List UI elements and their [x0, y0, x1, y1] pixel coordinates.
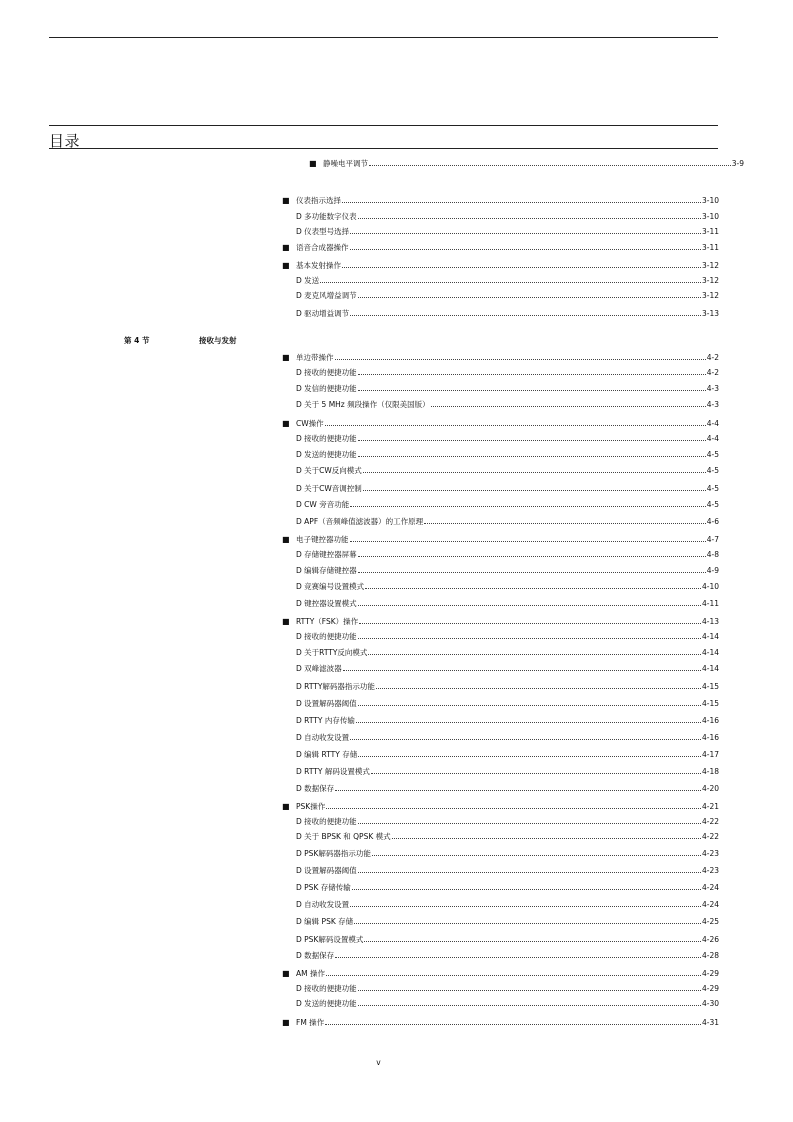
dot-leader: [358, 705, 701, 706]
toc-entry[interactable]: [282, 802, 719, 812]
bullet-square-icon: ■: [309, 159, 317, 168]
toc-entry-page: 4-23: [701, 849, 719, 858]
toc-entry-page: 4-16: [701, 716, 719, 725]
toc-entry[interactable]: [282, 196, 719, 206]
toc-subentry[interactable]: [282, 849, 719, 859]
toc-entry-page: 4-13: [701, 617, 719, 626]
dot-leader: [335, 957, 701, 958]
toc-entry-page: 3-10: [701, 212, 719, 221]
dot-leader: [350, 739, 701, 740]
dot-leader: [350, 506, 706, 507]
toc-entry-page: 4-2: [706, 353, 719, 362]
toc-entry-label: D 设置解码器阈值: [296, 699, 357, 708]
toc-subentry[interactable]: [282, 733, 719, 743]
toc-entry-label: D 数据保存: [296, 784, 335, 793]
toc-entry[interactable]: [282, 261, 719, 271]
toc-entry-page: 4-4: [706, 419, 719, 428]
toc-entry-page: 4-6: [706, 517, 719, 526]
toc-entry-page: 4-9: [706, 566, 719, 575]
toc-subentry[interactable]: [282, 517, 719, 527]
toc-entry-page: 4-18: [701, 767, 719, 776]
dot-leader: [376, 688, 701, 689]
dot-leader: [325, 1024, 701, 1025]
toc-subentry[interactable]: [282, 384, 719, 394]
toc-entry-page: 3-12: [701, 291, 719, 300]
toc-entry-label: D 麦克风增益调节: [296, 291, 357, 300]
toc-subentry[interactable]: [282, 212, 719, 222]
toc-entry-page: 4-5: [706, 450, 719, 459]
toc-subentry[interactable]: [282, 500, 719, 510]
toc-entry-page: 4-15: [701, 699, 719, 708]
toc-entry[interactable]: [282, 969, 719, 979]
toc-entry-page: 4-20: [701, 784, 719, 793]
toc-entry-label: D 关于 5 MHz 频段操作（仅限美国版）: [296, 400, 430, 409]
toc-entry-page: 4-4: [706, 434, 719, 443]
toc-subentry[interactable]: [282, 466, 719, 476]
title-top-rule: [49, 125, 718, 126]
toc-entry-label: D RTTY 解码设置模式: [296, 767, 370, 776]
dot-leader: [358, 218, 701, 219]
dot-leader: [350, 315, 701, 316]
toc-subentry[interactable]: [282, 450, 719, 460]
toc-subentry[interactable]: [282, 400, 719, 410]
toc-entry-page: 4-3: [706, 384, 719, 393]
toc-entry-label: 静噪电平调节: [323, 159, 368, 168]
toc-entry-label: AM 操作: [296, 969, 325, 978]
toc-entry-label: D 驱动增益调节: [296, 309, 350, 318]
toc-entry-page: 4-14: [701, 664, 719, 673]
dot-leader: [326, 975, 701, 976]
toc-entry-page: 3-11: [701, 227, 719, 236]
toc-entry-label: D 接收的便捷功能: [296, 434, 357, 443]
toc-entry-page: 4-31: [701, 1018, 719, 1027]
dot-leader: [320, 282, 701, 283]
toc-entry-page: 3-12: [701, 276, 719, 285]
dot-leader: [358, 638, 701, 639]
dot-leader: [358, 572, 706, 573]
toc-subentry[interactable]: [282, 817, 719, 827]
dot-leader: [358, 990, 701, 991]
toc-entry-label: CW操作: [296, 419, 324, 428]
dot-leader: [363, 472, 706, 473]
dot-leader: [358, 872, 701, 873]
toc-subentry[interactable]: [282, 484, 719, 494]
dot-leader: [363, 490, 706, 491]
page-number: v: [376, 1058, 381, 1067]
toc-entry[interactable]: [309, 159, 744, 169]
toc-subentry[interactable]: [282, 716, 719, 726]
toc-entry-label: D CW 旁音功能: [296, 500, 350, 509]
toc-entry-page: 4-22: [701, 832, 719, 841]
toc-subentry[interactable]: [282, 750, 719, 760]
toc-entry-label: D 数据保存: [296, 951, 335, 960]
toc-entry-page: 4-28: [701, 951, 719, 960]
toc-entry-page: 4-16: [701, 733, 719, 742]
toc-entry-page: 4-5: [706, 500, 719, 509]
bullet-square-icon: ■: [282, 196, 290, 205]
toc-entry-label: D 竞赛编号设置模式: [296, 582, 365, 591]
toc-entry-label: D 仪表型号选择: [296, 227, 350, 236]
toc-entry-label: D 多功能数字仪表: [296, 212, 357, 221]
toc-subentry[interactable]: [282, 566, 719, 576]
dot-leader: [350, 233, 701, 234]
dot-leader: [358, 390, 706, 391]
bullet-square-icon: ■: [282, 617, 290, 626]
toc-subentry[interactable]: [282, 682, 719, 692]
toc-entry-page: 4-14: [701, 632, 719, 641]
toc-entry-label: D 接收的便捷功能: [296, 984, 357, 993]
dot-leader: [358, 823, 701, 824]
toc-subentry[interactable]: [282, 784, 719, 794]
toc-entry[interactable]: [282, 353, 719, 363]
toc-entry-label: 语音合成器操作: [296, 243, 349, 252]
dot-leader: [342, 267, 701, 268]
page-title: 目录: [49, 132, 81, 150]
dot-leader: [325, 425, 706, 426]
dot-leader: [343, 670, 701, 671]
toc-entry[interactable]: [282, 419, 719, 429]
toc-entry-page: 3-12: [701, 261, 719, 270]
toc-subentry[interactable]: [282, 648, 719, 658]
toc-entry-label: D 关于CW音调控制: [296, 484, 362, 493]
toc-entry-label: D 关于 BPSK 和 QPSK 模式: [296, 832, 391, 841]
toc-entry-label: D 关于CW反向模式: [296, 466, 362, 475]
toc-entry-page: 3-9: [731, 159, 744, 168]
dot-leader: [358, 374, 706, 375]
toc-subentry[interactable]: [282, 276, 719, 286]
toc-entry-label: D PSK解码器指示功能: [296, 849, 371, 858]
bullet-square-icon: ■: [282, 261, 290, 270]
toc-entry-page: 3-11: [701, 243, 719, 252]
dot-leader: [358, 297, 701, 298]
section-title: 接收与发射: [199, 336, 237, 345]
toc-entry-label: D RTTY 内存传输: [296, 716, 355, 725]
toc-entry-page: 4-5: [706, 466, 719, 475]
toc-entry-label: D 键控器设置模式: [296, 599, 357, 608]
toc-entry-page: 4-25: [701, 917, 719, 926]
dot-leader: [356, 722, 701, 723]
toc-subentry[interactable]: [282, 434, 719, 444]
toc-subentry[interactable]: [282, 883, 719, 893]
toc-entry-page: 4-24: [701, 883, 719, 892]
toc-entry-label: D 双峰滤波器: [296, 664, 342, 673]
toc-entry-page: 4-3: [706, 400, 719, 409]
bullet-square-icon: ■: [282, 1018, 290, 1027]
toc-subentry[interactable]: [282, 227, 719, 237]
bullet-square-icon: ■: [282, 969, 290, 978]
toc-entry-page: 4-21: [701, 802, 719, 811]
toc-subentry[interactable]: [282, 582, 719, 592]
dot-leader: [431, 406, 706, 407]
toc-subentry[interactable]: [282, 767, 719, 777]
toc-entry-label: RTTY（FSK）操作: [296, 617, 359, 626]
dot-leader: [335, 359, 706, 360]
toc-entry-page: 4-5: [706, 484, 719, 493]
dot-leader: [358, 1005, 701, 1006]
toc-entry-page: 4-26: [701, 935, 719, 944]
toc-entry-page: 4-29: [701, 984, 719, 993]
dot-leader: [350, 249, 701, 250]
toc-entry-label: D 存储键控器屏幕: [296, 550, 357, 559]
bullet-square-icon: ■: [282, 535, 290, 544]
dot-leader: [359, 623, 701, 624]
toc-entry-page: 4-22: [701, 817, 719, 826]
section-number: 第 4 节: [124, 336, 150, 345]
toc-entry-label: D 发送的便捷功能: [296, 450, 357, 459]
toc-entry[interactable]: [282, 617, 719, 627]
toc-subentry[interactable]: [282, 866, 719, 876]
toc-entry-label: D RTTY解码器指示功能: [296, 682, 375, 691]
toc-entry[interactable]: [282, 1018, 719, 1028]
toc-subentry[interactable]: [282, 291, 719, 301]
toc-entry[interactable]: [282, 535, 719, 545]
dot-leader: [350, 906, 701, 907]
toc-entry-label: D 发送的便捷功能: [296, 999, 357, 1008]
toc-subentry[interactable]: [282, 999, 719, 1009]
dot-leader: [424, 523, 706, 524]
toc-entry-label: D 编辑 RTTY 存储: [296, 750, 358, 759]
dot-leader: [368, 654, 701, 655]
dot-leader: [358, 556, 706, 557]
toc-entry-label: D 设置解码器阈值: [296, 866, 357, 875]
toc-subentry[interactable]: [282, 632, 719, 642]
toc-entry-label: 基本发射操作: [296, 261, 341, 270]
toc-entry[interactable]: [282, 243, 719, 253]
toc-entry-label: D 编辑 PSK 存储: [296, 917, 354, 926]
toc-entry-label: D PSK解码设置模式: [296, 935, 364, 944]
toc-entry-page: 4-15: [701, 682, 719, 691]
toc-subentry[interactable]: [282, 368, 719, 378]
dot-leader: [342, 202, 701, 203]
dot-leader: [326, 808, 701, 809]
dot-leader: [358, 440, 706, 441]
bullet-square-icon: ■: [282, 802, 290, 811]
toc-entry-page: 4-30: [701, 999, 719, 1008]
toc-entry-label: D 接收的便捷功能: [296, 632, 357, 641]
toc-subentry[interactable]: [282, 550, 719, 560]
toc-entry-page: 4-14: [701, 648, 719, 657]
toc-subentry[interactable]: [282, 984, 719, 994]
toc-subentry[interactable]: [282, 699, 719, 709]
toc-entry-label: D 自动收发设置: [296, 733, 350, 742]
bullet-square-icon: ■: [282, 243, 290, 252]
dot-leader: [358, 605, 701, 606]
toc-subentry[interactable]: [282, 599, 719, 609]
dot-leader: [364, 941, 701, 942]
dot-leader: [335, 790, 701, 791]
bullet-square-icon: ■: [282, 353, 290, 362]
toc-entry-label: 单边带操作: [296, 353, 334, 362]
toc-entry-page: 4-8: [706, 550, 719, 559]
toc-entry-page: 4-24: [701, 900, 719, 909]
toc-entry-page: 4-11: [701, 599, 719, 608]
toc-entry-page: 4-23: [701, 866, 719, 875]
toc-entry-label: 电子键控器功能: [296, 535, 349, 544]
toc-subentry[interactable]: [282, 900, 719, 910]
toc-entry-page: 3-13: [701, 309, 719, 318]
toc-entry-label: PSK操作: [296, 802, 326, 811]
dot-leader: [392, 838, 701, 839]
toc-entry-label: D 发信的便捷功能: [296, 384, 357, 393]
dot-leader: [358, 456, 706, 457]
dot-leader: [350, 541, 706, 542]
toc-entry-page: 4-29: [701, 969, 719, 978]
dot-leader: [365, 588, 701, 589]
dot-leader: [371, 773, 701, 774]
toc-subentry[interactable]: [282, 832, 719, 842]
dot-leader: [352, 889, 701, 890]
toc-entry-label: D 接收的便捷功能: [296, 817, 357, 826]
toc-entry-label: D PSK 存储传输: [296, 883, 351, 892]
toc-subentry[interactable]: [282, 664, 719, 674]
toc-entry-label: D APF（音频峰值滤波器）的工作原理: [296, 517, 424, 526]
toc-entry-label: D 编辑存储键控器: [296, 566, 357, 575]
toc-subentry[interactable]: [282, 309, 719, 319]
toc-subentry[interactable]: [282, 951, 719, 961]
toc-entry-page: 4-7: [706, 535, 719, 544]
dot-leader: [372, 855, 701, 856]
toc-entry-label: D 发送: [296, 276, 320, 285]
bullet-square-icon: ■: [282, 419, 290, 428]
toc-entry-label: D 接收的便捷功能: [296, 368, 357, 377]
title-bottom-rule: [49, 148, 718, 149]
toc-entry-page: 3-10: [701, 196, 719, 205]
toc-entry-label: FM 操作: [296, 1018, 325, 1027]
toc-entry-page: 4-17: [701, 750, 719, 759]
toc-entry-page: 4-10: [701, 582, 719, 591]
dot-leader: [354, 923, 701, 924]
toc-subentry[interactable]: [282, 935, 719, 945]
top-rule: [49, 37, 718, 38]
toc-entry-page: 4-2: [706, 368, 719, 377]
toc-subentry[interactable]: [282, 917, 719, 927]
dot-leader: [369, 165, 731, 166]
toc-entry-label: D 自动收发设置: [296, 900, 350, 909]
dot-leader: [358, 756, 701, 757]
toc-entry-label: D 关于RTTY反向模式: [296, 648, 368, 657]
toc-entry-label: 仪表指示选择: [296, 196, 341, 205]
